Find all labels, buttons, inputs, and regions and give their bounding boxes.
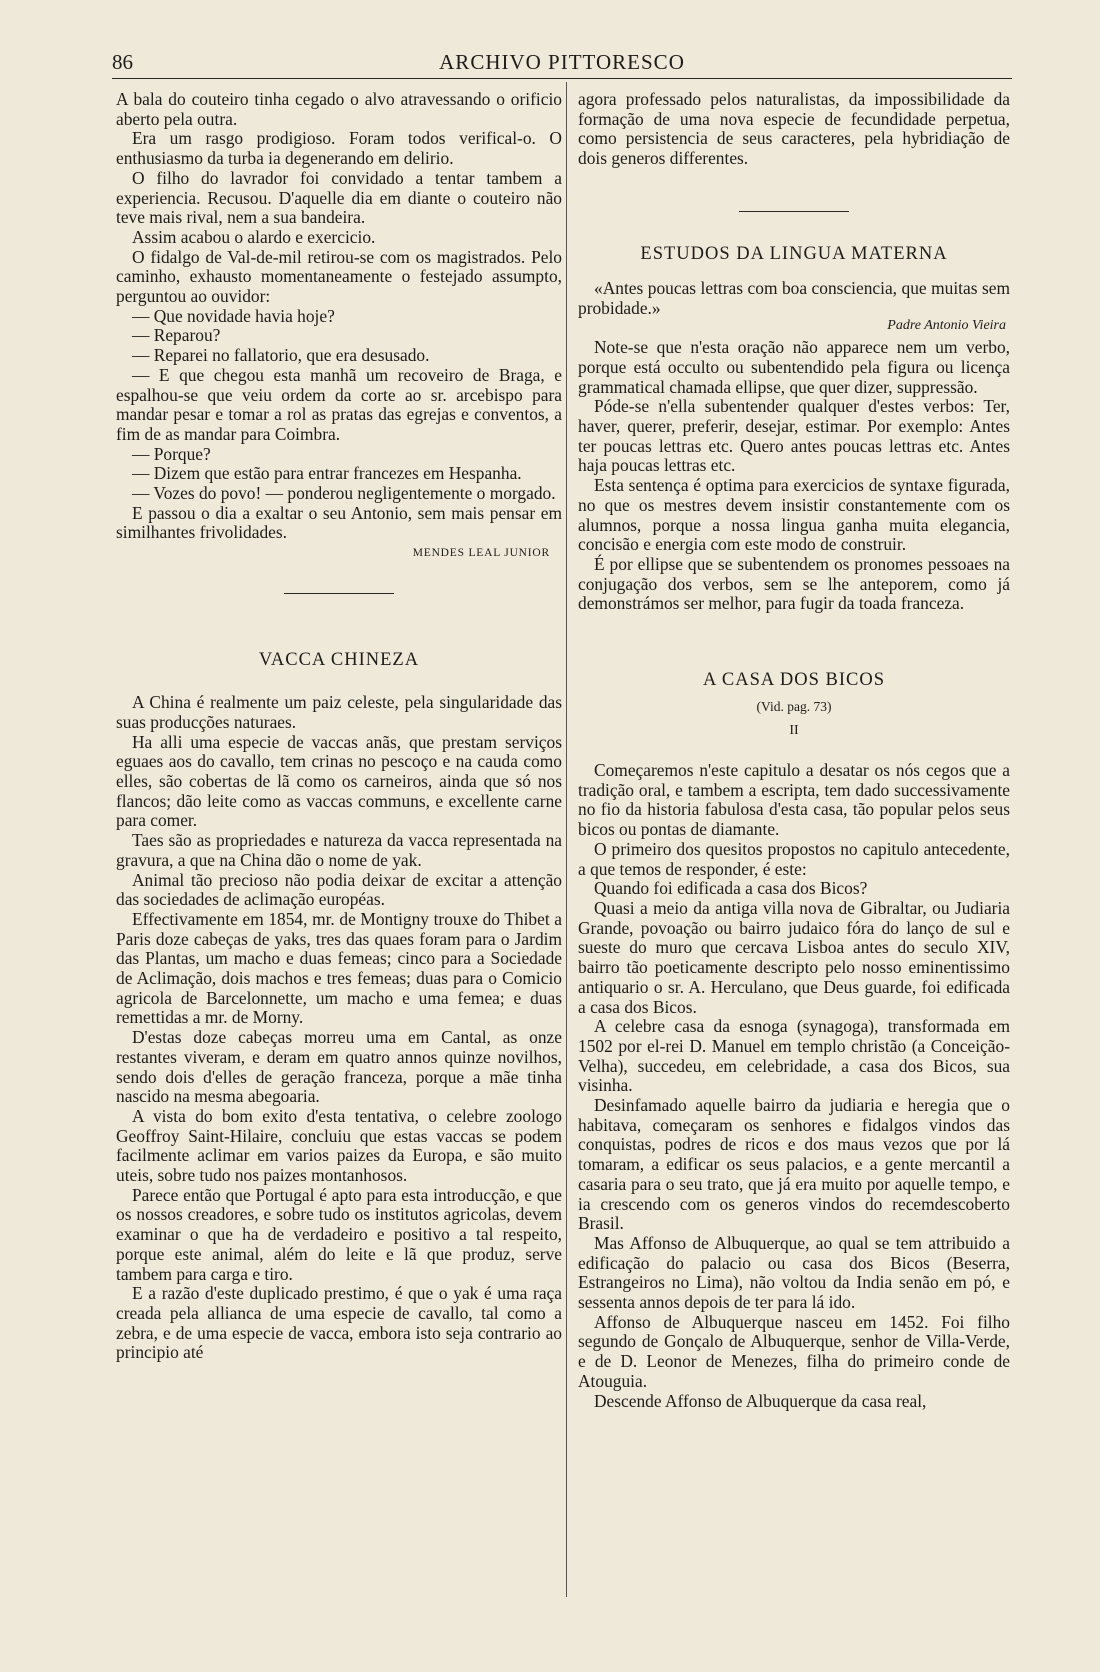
column-divider [566,82,567,1597]
story-paragraph: — Porque? [132,443,211,464]
vacca-title: VACCA CHINEZA [258,650,420,671]
casa-title: A CASA DOS BICOS [702,670,886,691]
story-paragraph: — Reparou? [132,325,221,346]
casa-paragraph: Descende Affonso de Albuquerque da casa real, [594,1390,927,1411]
vacca-paragraph: Ha alli uma especie de vaccas anãs, que prestam serviços eguaes aos do cavallo, tem crinas no pescoço e na cauda como elles, são cobertas de lã como os carneiros, ainda que só nos flancos; dão leite como as vaccas communs, e excellente carne para comer. [116,731,562,831]
page-number: 86 [112,50,133,74]
casa-paragraph: Mas Affonso de Albuquerque, ao qual se tem attribuido a edificação do palacio ou casa dos Bicos (Beserra, Estrangeiros no Lima), não voltou da India senão em pó, e sessenta annos depois de ter para lá ido. [578,1232,1010,1313]
casa-paragraph: Quasi a meio da antiga villa nova de Gibraltar, ou Judiaria Grande, povoação ou bairro judaico fóra do lanço de sul e sueste do muro que cercava Lisboa antes do seculo XIV, bairro tão poeticamente descripto pelo nosso eminentissimo antiquario o sr. A. Herculano, que Deus guarde, foi edificada a casa dos Bicos. [578,897,1010,1017]
epigraph-quote: «Antes poucas lettras com boa consciencia, que muitas sem probidade.» [578,277,1010,318]
story-paragraph: E passou o dia a exaltar o seu Antonio, sem mais pensar em similhantes frivolidades. [116,502,562,543]
story-paragraph: — Dizem que estão para entrar francezes em Hespanha. [132,463,522,484]
story-paragraph: O fidalgo de Val-de-mil retirou-se com os magistrados. Pelo caminho, exhausto momentaneamente o festejado assumpto, perguntou ao ouvidor: [116,246,562,307]
casa-paragraph: A celebre casa da esnoga (synagoga), transformada em 1502 por el-rei D. Manuel em templo christão (a Conceição-Velha), succedeu, em celebridade, a casa dos Bicos, sua visinha. [578,1016,1010,1096]
casa-reference: (Vid. pag. 73) [756,699,832,715]
vacca-paragraph: A China é realmente um paiz celeste, pela singularidade das suas producções naturaes. [116,692,562,732]
section-separator [284,593,394,594]
vacca-paragraph: D'estas doze cabeças morreu uma em Cantal, as onze restantes viveram, e deram em quatro annos quinze novilhos, sendo dois d'elles de geração franceza, porque a mãe tinha nascido na mesma abegoaria. [116,1027,562,1107]
story-paragraph: A bala do couteiro tinha cegado o alvo atravessando o orificio aberto pela outra. [116,89,562,129]
vacca-paragraph: Taes são as propriedades e natureza da vacca representada na gravura, a que na China dão o nome de yak. [116,830,562,870]
story-paragraph: — E que chegou esta manhã um recoveiro de Braga, e espalhou-se que veiu ordem da corte ao sr. arcebispo para mandar pesar e tomar a rol as pratas das egrejas e conventos, a fim de as mandar para Coimbra. [116,364,562,444]
estudos-paragraph: É por ellipse que se subentendem os pronomes pessoaes na conjugação dos verbos, sem se lhe anteporem, como já demonstrámos ser melhor, para fugir da toada franceza. [578,553,1010,614]
story-paragraph: — Reparei no fallatorio, que era desusado. [132,345,430,366]
story-paragraph: Era um rasgo prodigioso. Foram todos verifical-o. O enthusiasmo da turba ia degenerando em delirio. [116,128,562,169]
estudos-paragraph: Note-se que n'esta oração não apparece nem um verbo, porque está occulto ou subentendido pela figura ou licença grammatical chamada ellipse, que quer dizer, suppressão. [578,337,1010,397]
vacca-paragraph: A vista do bom exito d'esta tentativa, o celebre zoologo Geoffroy Saint-Hilaire, concluiu que estas vaccas se podem facilmente aclimar em varios paizes da Europa, e são muito uteis, sobre tudo nos paizes montanhosos. [116,1105,562,1186]
casa-paragraph: Quando foi edificada a casa dos Bicos? [594,878,868,899]
left-column [116,90,562,1363]
section-separator [739,211,849,212]
estudos-paragraph: Póde-se n'ella subentender qualquer d'estes verbos: Ter, haver, querer, preferir, desejar, estimar. Por exemplo: Antes ter poucas lettras etc. Quero antes poucas lettras etc. Antes haja poucas lettras etc. [578,396,1010,476]
casa-paragraph: Desinfamado aquelle bairro da judiaria e heregia que o habitava, começaram os senhores e fidalgos vindos das conquistas, podres de ricos e dos maus vezos que por lá tomaram, a edificar os seus palacios, e a gente mercantil a casaria para o seu trato, que já era muito por aquelle tempo, e ia crescendo com os generos vindos do recemdescoberto Brasil. [578,1095,1010,1234]
epigraph-author: Padre Antonio Vieira [887,318,1006,334]
story-paragraph: Assim acabou o alardo e exercicio. [132,226,376,247]
story-paragraph: — Vozes do povo! — ponderou negligentemente o morgado. [132,483,556,504]
page-header [112,48,1012,79]
estudos-title: ESTUDOS DA LINGUA MATERNA [640,243,948,264]
casa-article [578,761,1010,1411]
casa-paragraph: Começaremos n'este capitulo a desatar os nós cegos que a tradição oral, e tambem a escripta, tem dado successivamente no fio da historia fabulosa d'esta casa, tão popular pelos seus bicos ou pontas de diamante. [578,760,1010,840]
vacca-paragraph: E a razão d'este duplicado prestimo, é que o yak é uma raça creada pela allianca de uma especie de cavallo, tal como a zebra, e de uma especie de vacca, embora isto seja contrario ao principio até [116,1283,562,1363]
vacca-paragraph: Parece então que Portugal é apto para esta introducção, e que os nossos creadores, e sobre tudo os institutos agricolas, devem examinar o que ha de verdadeiro e positivo a tal respeito, porque este animal, além do leite e lã que produz, serve tambem para carga e tiro. [116,1184,562,1284]
continuation-paragraph: agora professado pelos naturalistas, da impossibilidade da formação de uma nova especie de fecundidade perpetua, como persistencia de seus caracteres, pela hybridiação de dois generos differentes. [578,89,1010,169]
casa-paragraph: O primeiro dos quesitos propostos no capitulo antecedente, a que temos de responder, é este: [578,838,1010,879]
story-paragraph: O filho do lavrador foi convidado a tentar tambem a experiencia. Recusou. D'aquelle dia em diante o couteiro não teve mais rival, nem a sua bandeira. [116,167,562,228]
story-continuation [116,90,562,543]
vacca-paragraph: Effectivamente em 1854, mr. de Montigny trouxe do Thibet a Paris doze cabeças de yaks, tres das quaes foram para o Jardim das Plantas, um macho e duas femeas; cinco para a Sociedade de Aclimação, dois machos e tres femeas; duas para o Comicio agricola de Barcelonnette, um macho e uma femea; e duas remettidas a mr. de Morny. [116,908,562,1028]
casa-part-number: II [789,723,799,739]
story-paragraph: — Que novidade havia hoje? [132,305,335,326]
right-column [578,90,1010,1411]
vacca-paragraph: Animal tão precioso não podia deixar de excitar a attenção das sociedades de aclimação européas. [116,869,562,910]
author-signature: MENDES LEAL JUNIOR [412,547,550,560]
casa-paragraph: Affonso de Albuquerque nasceu em 1452. Foi filho segundo de Gonçalo de Albuquerque, senhor de Villa-Verde, e de D. Leonor de Menezes, filha do primeiro conde de Atouguia. [578,1311,1010,1391]
estudos-paragraph: Esta sentença é optima para exercicios de syntaxe figurada, no que os mestres devem insistir constantemente com os alumnos, porque a nossa lingua ganha muita elegancia, concisão e energia com este modo de construir. [578,475,1010,555]
running-title: ARCHIVO PITTORESCO [439,50,685,74]
vacca-article [116,693,562,1363]
estudos-article [578,338,1010,614]
